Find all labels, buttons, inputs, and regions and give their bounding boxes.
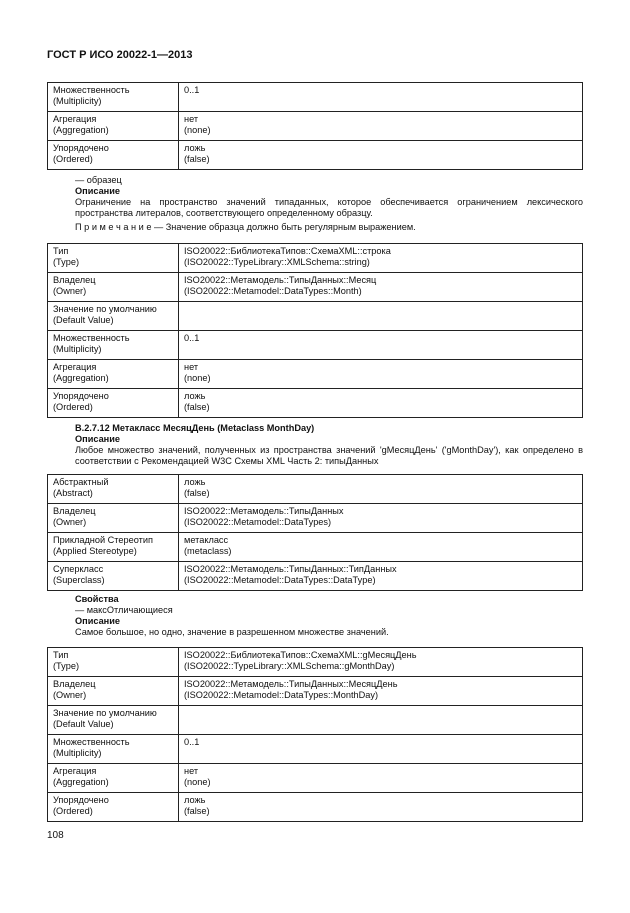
property-value-line: нет <box>184 766 199 776</box>
property-value-cell <box>179 244 583 273</box>
property-name-line: (Type) <box>53 257 80 267</box>
property-value-cell <box>179 331 583 360</box>
property-value-line: (none) <box>184 373 211 383</box>
property-name-line: (Ordered) <box>53 806 93 816</box>
table-row <box>48 648 583 677</box>
property-value-cell <box>179 706 583 735</box>
property-name-cell <box>48 475 179 504</box>
property-name-line: Владелец <box>53 275 96 285</box>
property-value-cell <box>179 648 583 677</box>
section-desc-heading: Описание <box>75 434 120 444</box>
properties-block <box>47 594 583 638</box>
pattern-description: Ограничение на пространство значений типаданных, которое обеспечивается ограничением лексического пространства литералов, соответствующего определенному образцу. <box>75 197 583 218</box>
property-name-line: (Default Value) <box>53 315 114 325</box>
property-value-line: ложь <box>184 477 206 487</box>
property-name-line: (Aggregation) <box>53 125 109 135</box>
property-table-3 <box>47 474 583 591</box>
property-name-line: Значение по умолчанию <box>53 304 157 314</box>
property-name-line: (Multiplicity) <box>53 96 102 106</box>
property-value-line: (false) <box>184 488 210 498</box>
property-name-line: Упорядочено <box>53 391 109 401</box>
property-name-cell <box>48 793 179 822</box>
property-value-line: 0..1 <box>184 333 200 343</box>
property-value-line: ISO20022::БиблиотекаТипов::СхемаXML::строка <box>184 246 391 256</box>
table-row <box>48 360 583 389</box>
property-name-cell <box>48 273 179 302</box>
table-row <box>48 244 583 273</box>
table-row <box>48 302 583 331</box>
property-name-line: (Multiplicity) <box>53 748 102 758</box>
property-name-cell <box>48 533 179 562</box>
property-name-line: (Superclass) <box>53 575 105 585</box>
table-row <box>48 793 583 822</box>
property-value-cell <box>179 360 583 389</box>
property-name-cell <box>48 764 179 793</box>
section-block <box>47 423 583 467</box>
property-name-cell <box>48 389 179 418</box>
property-name-line: Прикладной Стереотип <box>53 535 153 545</box>
property-name-line: Абстрактный <box>53 477 109 487</box>
property-name-line: (Multiplicity) <box>53 344 102 354</box>
property-name-cell <box>48 677 179 706</box>
table-row <box>48 273 583 302</box>
document-header: ГОСТ Р ИСО 20022-1—2013 <box>47 49 193 61</box>
property-name-line: (Ordered) <box>53 154 93 164</box>
property-value-line: ложь <box>184 795 206 805</box>
properties-description: Самое большое, но одно, значение в разрешенном множестве значений. <box>75 627 389 637</box>
property-name-line: Множественность <box>53 737 130 747</box>
table-row <box>48 504 583 533</box>
property-value-cell <box>179 533 583 562</box>
property-name-cell <box>48 504 179 533</box>
property-name-line: Упорядочено <box>53 795 109 805</box>
property-name-line: Агрегация <box>53 114 97 124</box>
property-value-line: (ISO20022::TypeLibrary::XMLSchema::gMonthDay) <box>184 661 395 671</box>
property-name-cell <box>48 331 179 360</box>
property-name-line: (Applied Stereotype) <box>53 546 137 556</box>
property-value-cell <box>179 273 583 302</box>
property-value-line: нет <box>184 114 199 124</box>
property-value-cell <box>179 562 583 591</box>
table-row <box>48 112 583 141</box>
property-value-line: (none) <box>184 125 211 135</box>
property-value-cell <box>179 735 583 764</box>
property-name-line: (Owner) <box>53 517 87 527</box>
property-name-cell <box>48 244 179 273</box>
property-value-cell <box>179 83 583 112</box>
property-name-line: (Abstract) <box>53 488 93 498</box>
property-value-cell <box>179 475 583 504</box>
property-name-line: Агрегация <box>53 362 97 372</box>
property-value-line: ISO20022::БиблиотекаТипов::СхемаXML::gМесяцДень <box>184 650 417 660</box>
property-table-1 <box>47 82 583 170</box>
property-name-cell <box>48 706 179 735</box>
pattern-item: — образец <box>75 175 122 185</box>
property-name-cell <box>48 562 179 591</box>
property-name-line: Владелец <box>53 679 96 689</box>
table-row <box>48 764 583 793</box>
section-title: В.2.7.12 Метакласс МесяцДень (Metaclass MonthDay) <box>75 423 315 433</box>
property-name-line: Множественность <box>53 85 130 95</box>
table-row <box>48 475 583 504</box>
property-value-cell <box>179 793 583 822</box>
property-value-line: нет <box>184 362 199 372</box>
property-name-line: Владелец <box>53 506 96 516</box>
properties-item: — максОтличающиеся <box>75 605 173 615</box>
property-name-cell <box>48 648 179 677</box>
property-name-cell <box>48 302 179 331</box>
property-value-line: (ISO20022::Metamodel::DataTypes::MonthDay) <box>184 690 379 700</box>
note-text: — Значение образца должно быть регулярным выражением. <box>151 222 416 232</box>
property-name-line: Множественность <box>53 333 130 343</box>
table-row <box>48 533 583 562</box>
table-row <box>48 677 583 706</box>
property-value-cell <box>179 141 583 170</box>
property-value-line: (metaclass) <box>184 546 232 556</box>
property-name-line: Тип <box>53 246 69 256</box>
property-value-line: (ISO20022::Metamodel::DataTypes) <box>184 517 332 527</box>
pattern-note <box>47 222 583 233</box>
property-name-cell <box>48 735 179 764</box>
table-row <box>48 706 583 735</box>
property-value-line: (ISO20022::TypeLibrary::XMLSchema::string) <box>184 257 370 267</box>
table-row <box>48 331 583 360</box>
property-name-cell <box>48 112 179 141</box>
property-name-line: (Ordered) <box>53 402 93 412</box>
property-value-line: (false) <box>184 402 210 412</box>
pattern-block <box>47 175 583 233</box>
table-row <box>48 83 583 112</box>
property-value-line: (false) <box>184 806 210 816</box>
property-name-cell <box>48 83 179 112</box>
property-name-line: Тип <box>53 650 69 660</box>
property-value-line: ISO20022::Метамодель::ТипыДанных::МесяцДень <box>184 679 398 689</box>
property-value-line: (ISO20022::Metamodel::DataTypes::DataType) <box>184 575 376 585</box>
property-value-line: ISO20022::Метамодель::ТипыДанных::ТипДанных <box>184 564 397 574</box>
pattern-desc-heading: Описание <box>75 186 120 196</box>
property-name-line: (Default Value) <box>53 719 114 729</box>
property-name-line: (Owner) <box>53 286 87 296</box>
property-value-line: 0..1 <box>184 737 200 747</box>
property-name-line: (Owner) <box>53 690 87 700</box>
property-value-cell <box>179 764 583 793</box>
table-row <box>48 562 583 591</box>
property-value-line: (ISO20022::Metamodel::DataTypes::Month) <box>184 286 362 296</box>
property-value-line: (false) <box>184 154 210 164</box>
note-label: П р и м е ч а н и е <box>75 222 152 232</box>
property-value-line: ISO20022::Метамодель::ТипыДанных::Месяц <box>184 275 377 285</box>
properties-desc-heading: Описание <box>75 616 120 626</box>
property-value-cell <box>179 112 583 141</box>
property-value-cell <box>179 677 583 706</box>
property-name-line: Значение по умолчанию <box>53 708 157 718</box>
property-name-cell <box>48 360 179 389</box>
section-description: Любое множество значений, полученных из пространства значений 'gМесяцДень' ('gMonthDay'), как определено в соответствии с Рекомендацией W3C Схемы XML Часть 2: типыДанных <box>75 445 583 466</box>
property-name-cell <box>48 141 179 170</box>
property-value-line: метакласс <box>184 535 229 545</box>
property-name-line: (Aggregation) <box>53 373 109 383</box>
property-name-line: Агрегация <box>53 766 97 776</box>
property-value-cell <box>179 504 583 533</box>
property-name-line: Суперкласс <box>53 564 104 574</box>
property-name-line: (Aggregation) <box>53 777 109 787</box>
table-row <box>48 141 583 170</box>
property-value-line: ISO20022::Метамодель::ТипыДанных <box>184 506 344 516</box>
property-value-line: (none) <box>184 777 211 787</box>
property-name-line: (Type) <box>53 661 80 671</box>
property-value-cell <box>179 302 583 331</box>
property-value-line: ложь <box>184 143 206 153</box>
table-row <box>48 735 583 764</box>
properties-heading: Свойства <box>75 594 119 604</box>
property-table-4 <box>47 647 583 822</box>
table-row <box>48 389 583 418</box>
property-value-line: ложь <box>184 391 206 401</box>
property-table-2 <box>47 243 583 418</box>
property-name-line: Упорядочено <box>53 143 109 153</box>
property-value-cell <box>179 389 583 418</box>
page-number: 108 <box>47 830 64 841</box>
property-value-line: 0..1 <box>184 85 200 95</box>
